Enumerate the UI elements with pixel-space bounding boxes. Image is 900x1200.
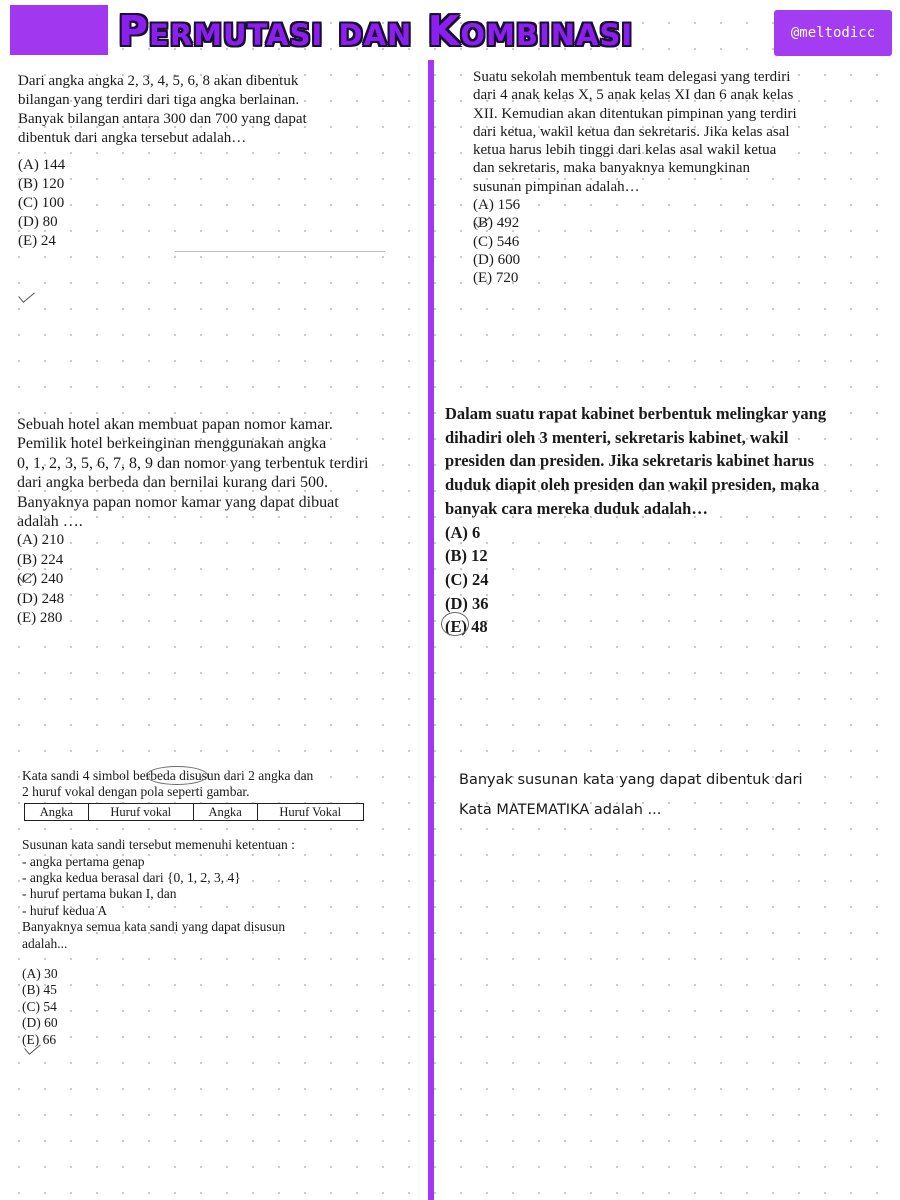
pattern-cell-1: Angka bbox=[25, 803, 89, 820]
option-d: (D) 600 bbox=[473, 251, 521, 268]
question-3-options bbox=[17, 531, 409, 628]
option-c: (C) 54 bbox=[22, 998, 57, 1014]
question-5-text: Kata sandi 4 simbol berbeda disusun dari 2 angka dan 2 huruf vokal dengan pola seperti gambar. bbox=[22, 768, 314, 800]
page-title: Permutasi dan Kombinasi bbox=[118, 7, 634, 55]
option-e: (E) 66 bbox=[22, 1031, 57, 1047]
option-c: (C) 24 bbox=[445, 569, 489, 589]
question-4-text: Dalam suatu rapat kabinet berbentuk melingkar yang dihadiri oleh 3 menteri, sekretaris kabinet, wakil presiden dan presiden. Jika sekretaris kabinet harus duduk diapit oleh presiden dan wakil presiden, maka banyak cara mereka duduk adalah… bbox=[445, 404, 827, 518]
title-accent-bar bbox=[10, 5, 108, 55]
question-1-options bbox=[18, 156, 390, 251]
option-b: (B) 224 bbox=[17, 551, 64, 568]
option-e: (E) 24 bbox=[18, 233, 56, 249]
column-divider bbox=[428, 60, 434, 1200]
option-b: (B) 120 bbox=[18, 176, 65, 192]
question-1 bbox=[18, 72, 390, 251]
option-c: (C) 100 bbox=[18, 195, 65, 211]
question-5-options bbox=[22, 966, 372, 1048]
word-circle bbox=[146, 766, 208, 785]
option-e: (E) 720 bbox=[473, 270, 519, 287]
question-6-line-2: Kata MATEMATIKA adalah ... bbox=[459, 802, 662, 818]
question-5 bbox=[22, 768, 372, 1048]
question-4 bbox=[445, 402, 867, 639]
option-d: (D) 36 bbox=[445, 593, 489, 613]
option-a: (A) 30 bbox=[22, 966, 58, 982]
option-d: (D) 80 bbox=[18, 214, 58, 230]
author-handle-badge: @meltodicc bbox=[774, 10, 892, 56]
check-mark bbox=[18, 287, 35, 303]
password-pattern-table bbox=[24, 803, 364, 821]
pattern-cell-4: Huruf Vokal bbox=[257, 803, 364, 820]
question-2-options bbox=[473, 196, 863, 287]
option-d: (D) 60 bbox=[22, 1015, 58, 1031]
pattern-cell-2: Huruf vokal bbox=[88, 803, 193, 820]
answer-circle bbox=[441, 612, 469, 636]
question-5-conditions: Susunan kata sandi tersebut memenuhi ketentuan : - angka pertama genap - angka kedua berasal dari {0, 1, 2, 3, 4} - huruf pertama bukan I, dan - huruf kedua A Banyaknya semua kata sandi yang dapat disusun adalah... bbox=[22, 837, 295, 951]
option-e: (E) 48 bbox=[445, 617, 488, 637]
option-b: (B) 492 bbox=[473, 215, 520, 232]
option-d: (D) 248 bbox=[17, 590, 65, 607]
option-c: (C) 240 bbox=[17, 571, 64, 588]
question-1-underline bbox=[175, 251, 385, 252]
question-2 bbox=[473, 68, 863, 288]
option-a: (A) 144 bbox=[18, 157, 66, 173]
question-1-text: Dari angka angka 2, 3, 4, 5, 6, 8 akan dibentuk bilangan yang terdiri dari tiga angka berlainan. Banyak bilangan antara 300 dan 700 yang dapat dibentuk dari angka tersebut adalah… bbox=[18, 73, 307, 146]
option-e: (E) 280 bbox=[17, 610, 63, 627]
question-4-options bbox=[445, 521, 867, 640]
option-c: (C) 546 bbox=[473, 233, 520, 250]
question-3 bbox=[17, 415, 409, 628]
question-6 bbox=[459, 772, 879, 818]
question-3-text: Sebuah hotel akan membuat papan nomor kamar. Pemilik hotel berkeinginan menggunakan angka 0, 1, 2, 3, 5, 6, 7, 8, 9 dan nomor yang terbentuk terdiri dari angka berbeda dan bernilai kurang dari 500. Banyaknya papan nomor kamar yang dapat dibuat adalah …. bbox=[17, 416, 369, 531]
pattern-cell-3: Angka bbox=[193, 803, 257, 820]
option-b: (B) 12 bbox=[445, 546, 488, 566]
option-a: (A) 210 bbox=[17, 532, 65, 549]
question-6-line-1: Banyak susunan kata yang dapat dibentuk dari bbox=[459, 772, 803, 788]
question-2-text: Suatu sekolah membentuk team delegasi yang terdiri dari 4 anak kelas X, 5 anak kelas XI dan 6 anak kelas XII. Kemudian akan ditentukan pimpinan yang terdiri dari ketua, wakil ketua dan sekretaris. Jika kelas asal ketua harus lebih tinggi dari kelas asal wakil ketua dan sekretaris, maka banyaknya kemungkinan susunan pimpinan adalah… bbox=[473, 69, 797, 195]
option-a: (A) 6 bbox=[445, 522, 481, 542]
option-b: (B) 45 bbox=[22, 982, 57, 998]
option-a: (A) 156 bbox=[473, 197, 521, 214]
